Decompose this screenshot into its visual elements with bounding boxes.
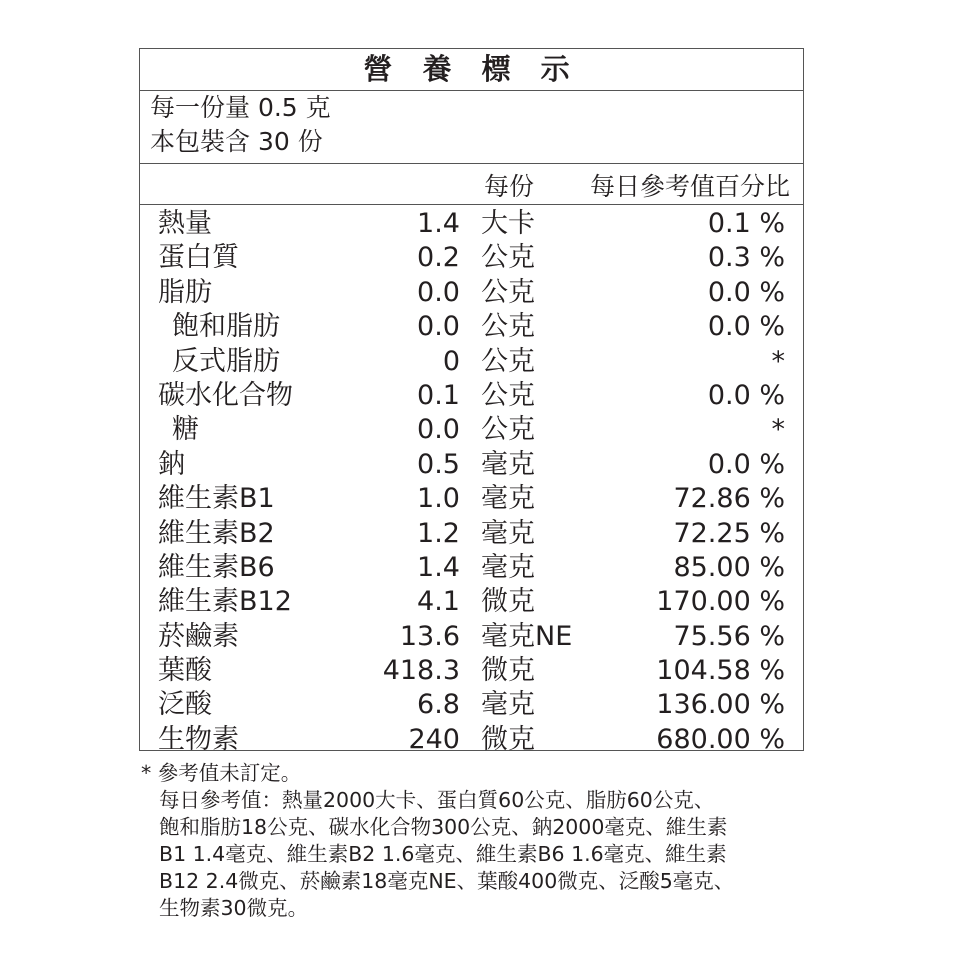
nutrient-daily-value: 104.58 % [656,655,785,687]
nutrient-name: 生物素 [158,723,239,755]
nutrient-daily-value: 0.0 % [707,311,785,343]
nutrient-name: 蛋白質 [158,242,239,274]
nutrient-amount: 4.1 [417,586,460,618]
label-title: 營 養 標 示 [140,49,803,91]
nutrient-unit: 微克 [481,655,535,687]
nutrient-name: 維生素B6 [158,551,275,583]
nutrient-unit: 微克 [481,723,535,755]
nutrient-amount: 13.6 [399,620,460,652]
nutrient-row [140,413,803,447]
nutrient-daily-value: 680.00 % [656,723,785,755]
nutrient-amount: 0 [442,345,460,377]
nutrient-row [140,517,803,551]
nutrient-unit: 毫克 [481,689,535,721]
nutrient-daily-value: 72.25 % [673,517,785,549]
nutrient-name: 維生素B12 [158,586,292,618]
servings-per-package: 本包裝含 30 份 [150,127,323,156]
footnote-asterisk-note: * 參考值未訂定。 [141,761,302,785]
nutrient-row [140,448,803,482]
nutrient-daily-value: 0.0 % [707,448,785,480]
nutrient-amount: 0.0 [417,414,460,446]
nutrient-daily-value: 0.0 % [707,276,785,308]
nutrient-amount: 0.1 [417,379,460,411]
nutrient-name: 泛酸 [158,689,212,721]
footnote-reference-line: B1 1.4毫克、維生素B2 1.6毫克、維生素B6 1.6毫克、維生素 [159,842,727,866]
footnote-reference-line: 生物素30微克。 [159,896,309,920]
nutrient-unit: 毫克 [481,517,535,549]
nutrient-amount: 6.8 [417,689,460,721]
nutrient-unit: 公克 [481,311,535,343]
nutrient-name: 飽和脂肪 [172,311,280,343]
footnote-reference-line: 每日參考值：熱量2000大卡、蛋白質60公克、脂肪60公克、 [159,788,715,812]
nutrient-amount: 0.0 [417,276,460,308]
nutrient-row [140,276,803,310]
nutrient-row [140,207,803,241]
serving-size: 每一份量 0.5 克 [150,93,331,122]
nutrient-unit: 公克 [481,242,535,274]
nutrient-daily-value: 136.00 % [656,689,785,721]
nutrient-unit: 毫克 [481,483,535,515]
nutrient-name: 糖 [172,414,199,446]
nutrient-daily-value: * [771,414,785,446]
nutrient-daily-value: * [771,345,785,377]
nutrient-daily-value: 0.1 % [707,208,785,239]
column-header-row [140,163,803,205]
nutrient-daily-value: 0.3 % [707,242,785,274]
nutrient-daily-value: 72.86 % [673,483,785,515]
nutrient-row [140,688,803,722]
serving-info [150,91,331,159]
nutrient-daily-value: 85.00 % [673,551,785,583]
nutrient-name: 反式脂肪 [172,345,280,377]
nutrient-row [140,379,803,413]
nutrient-unit: 毫克 [481,448,535,480]
nutrient-unit: 大卡 [481,208,535,239]
nutrient-amount: 1.4 [417,551,460,583]
nutrient-name: 脂肪 [158,276,212,308]
footnote-reference-line: B12 2.4微克、菸鹼素18毫克NE、葉酸400微克、泛酸5毫克、 [159,869,735,893]
nutrient-row [140,654,803,688]
nutrient-unit: 公克 [481,345,535,377]
nutrient-amount: 1.2 [417,517,460,549]
daily-value-header: 每日參考值百分比 [589,172,790,201]
nutrient-row [140,723,803,757]
nutrient-name: 葉酸 [158,655,212,687]
per-serving-header: 每份 [484,172,535,201]
nutrient-rows [140,207,803,757]
nutrient-name: 鈉 [158,448,185,480]
nutrient-amount: 240 [408,723,460,755]
nutrient-row [140,345,803,379]
nutrient-unit: 微克 [481,586,535,618]
nutrient-row [140,482,803,516]
nutrient-name: 維生素B1 [158,483,275,515]
nutrient-amount: 0.5 [417,448,460,480]
nutrient-row [140,585,803,619]
nutrient-unit: 公克 [481,276,535,308]
nutrient-daily-value: 170.00 % [656,586,785,618]
nutrition-label [139,48,804,755]
nutrient-unit: 毫克 [481,551,535,583]
nutrient-name: 碳水化合物 [158,379,293,411]
nutrient-amount: 0.0 [417,311,460,343]
nutrient-amount: 418.3 [382,655,460,687]
nutrient-amount: 1.4 [417,208,460,239]
nutrient-amount: 0.2 [417,242,460,274]
footnote-reference-line: 飽和脂肪18公克、碳水化合物300公克、鈉2000毫克、維生素 [159,815,728,839]
nutrient-row [140,310,803,344]
nutrient-row [140,241,803,275]
footnote [141,760,831,922]
nutrient-name: 菸鹼素 [158,620,239,652]
nutrient-unit: 公克 [481,379,535,411]
nutrient-daily-value: 0.0 % [707,379,785,411]
nutrient-unit: 毫克NE [481,620,573,652]
nutrient-row [140,551,803,585]
nutrient-daily-value: 75.56 % [673,620,785,652]
nutrient-row [140,620,803,654]
nutrient-unit: 公克 [481,414,535,446]
nutrient-name: 維生素B2 [158,517,275,549]
nutrient-name: 熱量 [158,208,212,239]
nutrient-amount: 1.0 [417,483,460,515]
